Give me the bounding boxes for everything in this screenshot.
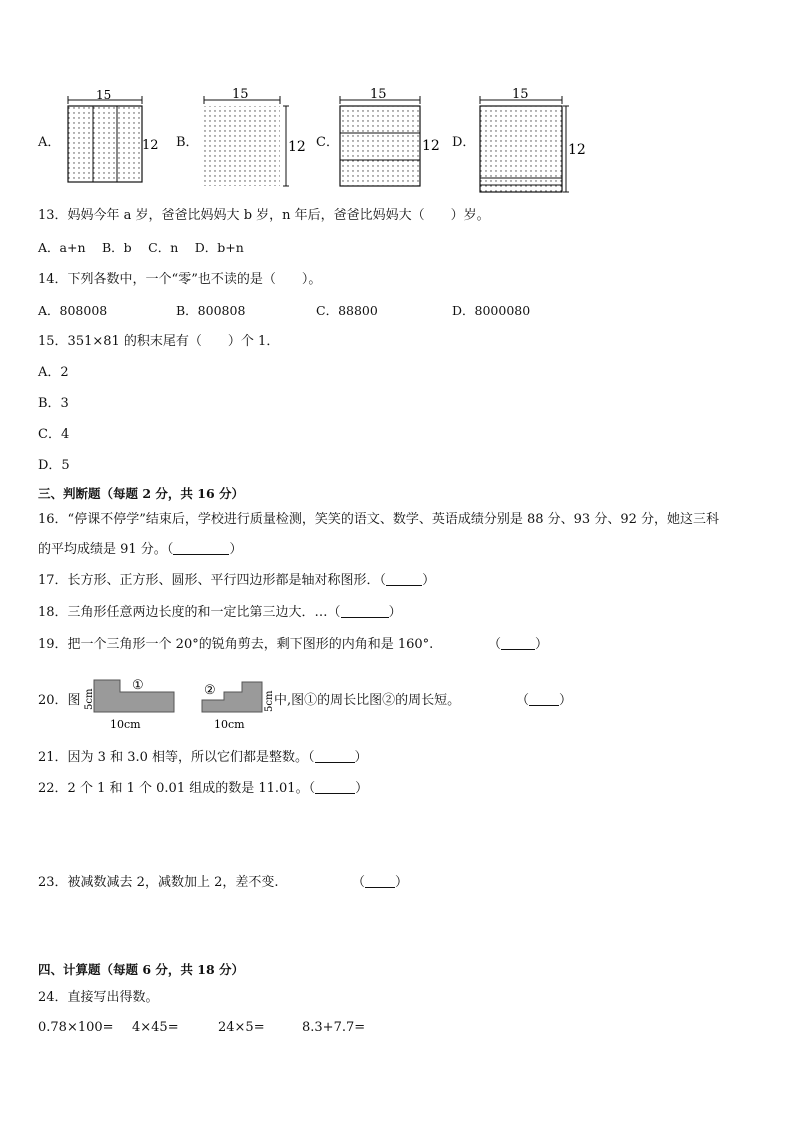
rectangle-figure-a	[62, 86, 162, 188]
option-label: B．	[176, 135, 199, 150]
rectangle-figure-d	[474, 84, 594, 196]
q21-text: 21．因为 3 和 3.0 相等，所以它们都是整数。	[38, 750, 309, 765]
height-label: 12	[568, 142, 586, 158]
q13-stem: 13．妈妈今年 a 岁，爸爸比妈妈大 b 岁，n 年后，爸爸比妈妈大（ ）岁。	[38, 208, 490, 223]
q13-options: A．a+n B．b C．n D．b+n	[38, 240, 244, 255]
q14-option-b: B．800808	[176, 303, 246, 318]
q21: 21．因为 3 和 3.0 相等，所以它们都是整数。（ ）	[38, 750, 368, 765]
q15-option-b: B．3	[38, 396, 69, 411]
q19-answer: （ ）	[488, 637, 549, 652]
answer-blank[interactable]	[315, 781, 355, 794]
side-label: 5cm	[264, 690, 275, 712]
q24-item-3: 24×5=	[218, 1020, 265, 1035]
side-label: 5cm	[84, 688, 95, 710]
rectangle-figure-b	[198, 84, 308, 192]
answer-blank[interactable]	[529, 693, 559, 706]
q17-text: 17．长方形、正方形、圆形、平行四边形都是轴对称图形．	[38, 573, 380, 588]
option-label: D．	[452, 135, 476, 150]
figure-mark: ②	[204, 683, 216, 698]
answer-blank[interactable]	[315, 750, 355, 763]
figure-mark: ①	[132, 678, 144, 693]
q18: 18．三角形任意两边长度的和一定比第三边大．…（ ）	[38, 605, 402, 620]
q15-stem: 15．351×81 的积末尾有（ ）个 1．	[38, 334, 280, 349]
q23-text: 23．被减数减去 2，减数加上 2，差不变.	[38, 875, 279, 890]
answer-blank[interactable]	[341, 605, 389, 618]
q22-text: 22．2 个 1 和 1 个 0.01 组成的数是 11.01。	[38, 781, 309, 796]
q23-answer: （ ）	[352, 875, 409, 890]
answer-blank[interactable]	[365, 875, 395, 888]
q15-option-c: C．4	[38, 427, 70, 442]
q16-line-2: 的平均成绩是 91 分。（ ）	[38, 542, 243, 557]
section-3-heading: 三、判断题（每题 2 分，共 16 分）	[38, 486, 245, 501]
answer-blank[interactable]	[501, 637, 535, 650]
section-4-heading: 四、计算题（每题 6 分，共 18 分）	[38, 962, 245, 977]
shape-figure-1	[80, 670, 180, 732]
q24-item-1: 0.78×100=	[38, 1020, 114, 1035]
q24-item-4: 8.3+7.7=	[302, 1020, 366, 1035]
q15-option-d: D．5	[38, 458, 70, 473]
q17: 17．长方形、正方形、圆形、平行四边形都是轴对称图形．（ ）	[38, 573, 436, 588]
bottom-label: 10cm	[214, 718, 245, 731]
q24-item-2: 4×45=	[132, 1020, 179, 1035]
width-label: 15	[96, 88, 112, 102]
option-label: A．	[38, 135, 61, 150]
width-label: 15	[232, 87, 249, 102]
q14-option-a: A．808008	[38, 303, 108, 318]
q20-suffix: 中,图①的周长比图②的周长短。	[274, 693, 461, 708]
q14-stem: 14．下列各数中，一个“零”也不读的是（ ）。	[38, 272, 322, 287]
option-label: C．	[316, 135, 339, 150]
q14-option-c: C．88800	[316, 303, 378, 318]
q20-prefix: 20．图	[38, 693, 81, 708]
q15-option-a: A．2	[38, 365, 69, 380]
q20-answer: （ ）	[516, 693, 573, 708]
height-label: 12	[142, 138, 159, 153]
q14-option-d: D．8000080	[452, 303, 531, 318]
bottom-label: 10cm	[110, 718, 141, 731]
q24-stem: 24．直接写出得数。	[38, 990, 159, 1005]
width-label: 15	[370, 87, 387, 102]
answer-blank[interactable]	[386, 573, 422, 586]
q22: 22．2 个 1 和 1 个 0.01 组成的数是 11.01。（ ）	[38, 781, 369, 796]
q18-text: 18．三角形任意两边长度的和一定比第三边大．…	[38, 605, 328, 620]
rectangle-figure-c	[336, 84, 446, 192]
height-label: 12	[422, 138, 440, 154]
q19-text: 19．把一个三角形一个 20°的锐角剪去，剩下图形的内角和是 160°.	[38, 637, 434, 652]
width-label: 15	[512, 87, 529, 102]
height-label: 12	[288, 139, 306, 155]
q16-text: 的平均成绩是 91 分。	[38, 542, 167, 557]
answer-blank[interactable]	[173, 542, 229, 555]
q16-line-1: 16．“停课不停学”结束后，学校进行质量检测，笑笑的语文、数学、英语成绩分别是 88 分、93 分、92 分，她这三科	[38, 512, 719, 527]
